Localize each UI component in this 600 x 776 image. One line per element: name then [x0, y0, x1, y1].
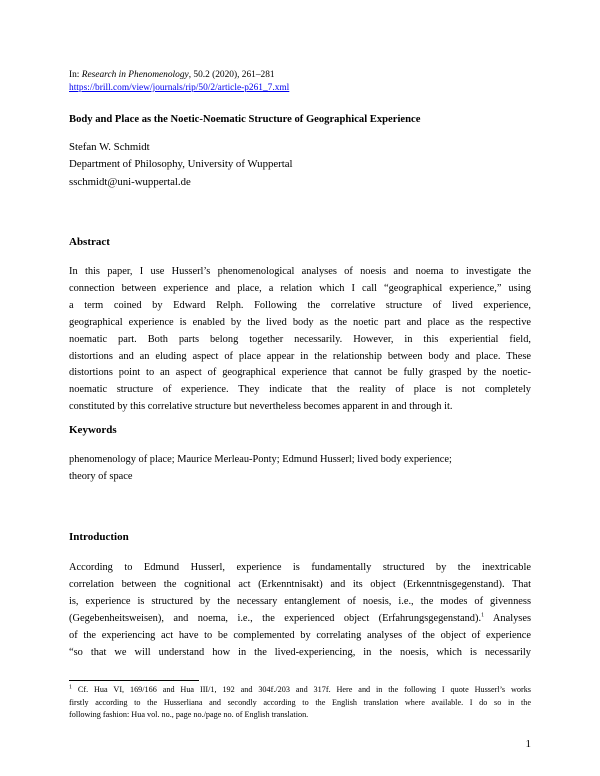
keywords-heading: Keywords: [69, 424, 117, 436]
abstract-line: constituted by this correlative structure but nevertheless becomes apparent in and through it.: [69, 401, 453, 413]
intro-line: “so that we will understand how in the lived-experiencing, in the noesis, which is necessarily: [69, 646, 531, 658]
abstract-text: [69, 264, 531, 416]
abstract-line: distortions and an eluding aspect of place appear in the relationship between body and place. These: [69, 350, 531, 362]
footnote-line-text: Cf. Hua VI, 169/166 and Hua III/1, 192 and 304f./203 and 317f. Here and in the following I quote Husserl’s works: [72, 685, 531, 694]
abstract-line: connection between experience and place, a relation which I call “geographical experience,” using: [69, 282, 531, 294]
intro-line-tail: Analyses: [484, 612, 531, 624]
author-block: [69, 139, 531, 191]
intro-line: of the experiencing act have to be complemented by correlating analyses of the object of experience: [69, 629, 531, 641]
intro-line: correlation between the cognitional act (Erkenntnisakt) and its object (Erkenntnisgegenstand). That: [69, 578, 531, 590]
abstract-heading: Abstract: [69, 236, 110, 248]
page-number: 1: [525, 738, 531, 750]
author-email: sschmidt@uni-wuppertal.de: [69, 175, 191, 188]
author-department: Department of Philosophy, University of Wuppertal: [69, 158, 293, 171]
citation-prefix: In:: [69, 70, 80, 80]
footnote-divider: [69, 680, 199, 681]
footnote: [69, 684, 531, 722]
keywords-line: theory of space: [69, 470, 133, 482]
abstract-line: distortions point to an aspect of geographical experience that cannot be fully grasped by the noetic-: [69, 367, 531, 379]
abstract-line: a term coined by Edward Relph. Following the correlative structure of lived experience,: [69, 299, 531, 311]
article-link[interactable]: https://brill.com/view/journals/rip/50/2/article-p261_7.xml: [69, 82, 290, 93]
paper-title: Body and Place as the Noetic-Noematic Structure of Geographical Experience: [69, 114, 421, 125]
journal-name: Research in Phenomenology: [81, 70, 189, 80]
citation-block: [69, 69, 531, 95]
abstract-line: In this paper, I use Husserl’s phenomenological analyses of noesis and noema to investigate the: [69, 266, 531, 277]
footnote-reference[interactable]: 1: [481, 612, 485, 619]
footnote-line: firstly according to the Husserliana and secondly according to the English translation where available. I do so in the: [69, 697, 531, 707]
introduction-text: [69, 560, 531, 661]
intro-line: [69, 611, 531, 628]
abstract-line: noematic part. Both parts belong together necessarily. However, in this experiential field,: [69, 333, 531, 345]
keywords-text: [69, 452, 531, 486]
abstract-line: geographical experience is enabled by the lived body as the noetic part and place as the respective: [69, 316, 531, 328]
intro-line: According to Edmund Husserl, experience is fundamentally structured by the inextricable: [69, 562, 531, 573]
footnote-line: following fashion: Hua vol. no., page no./page no. of English translation.: [69, 710, 309, 720]
abstract-line: noematic structure of experience. They indicate that the reality of place is not completely: [69, 384, 531, 396]
citation-line: [69, 69, 531, 82]
footnote-line: [69, 684, 531, 697]
author-name: Stefan W. Schmidt: [69, 141, 150, 153]
introduction-heading: Introduction: [69, 531, 129, 543]
citation-details: , 50.2 (2020), 261–281: [188, 70, 275, 80]
intro-line: is, experience is structured by the necessary entanglement of noesis, i.e., the modes of givenness: [69, 595, 531, 607]
keywords-line: phenomenology of place; Maurice Merleau-Ponty; Edmund Husserl; lived body experience;: [69, 454, 452, 465]
intro-line-text: (Gegebenheitsweisen), and noema, i.e., the experienced object (Erfahrungsgegenstand).: [69, 612, 482, 624]
footnote-mark: 1: [69, 684, 72, 691]
